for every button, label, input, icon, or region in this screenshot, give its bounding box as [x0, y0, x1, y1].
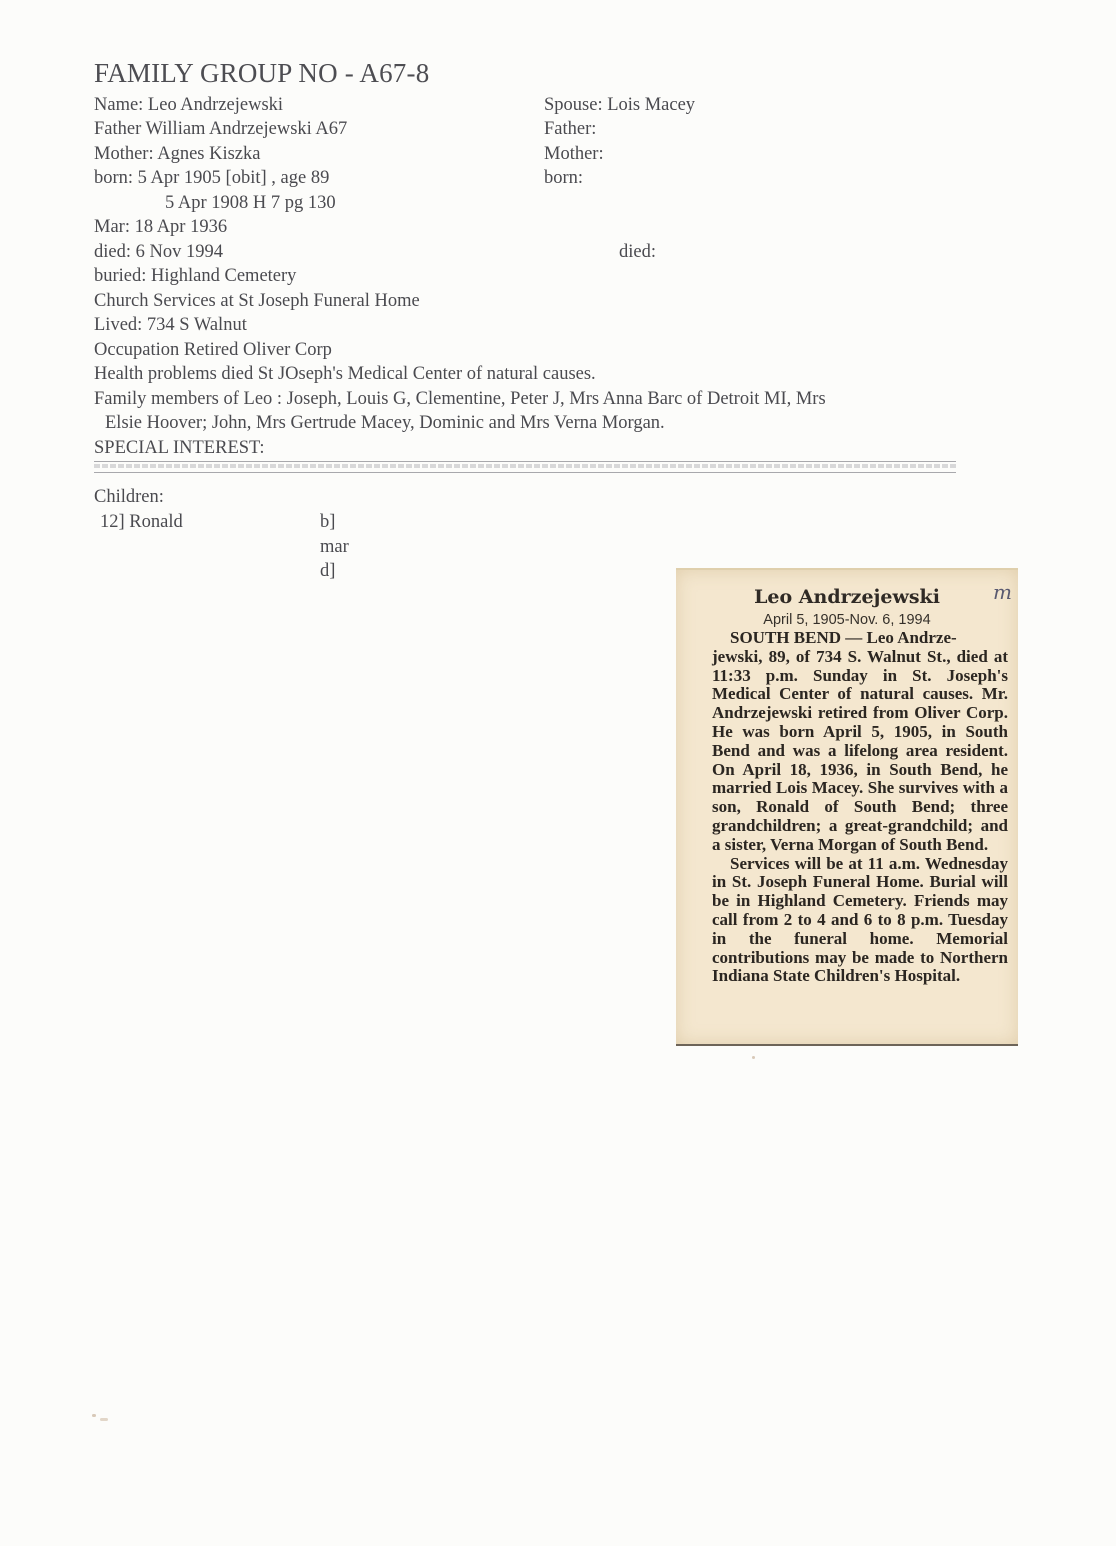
- scan-speck: [92, 1414, 96, 1417]
- father-field: Father William Andrzejewski A67: [94, 119, 348, 139]
- health-field: Health problems died St JOseph's Medical Center of natural causes.: [94, 364, 596, 384]
- obituary-paragraph-2: Services will be at 11 a.m. Wednesday in St. Joseph Funeral Home. Burial will be in Highland Cemetery. Friends may call from 2 to 4 and 6 to 8 p.m. Tuesday in the funeral home. Memorial contributions may be made to Northern Indiana State Children's Hospital.: [712, 853, 1008, 986]
- name-field: Name: Leo Andrzejewski: [94, 95, 284, 115]
- spouse-field: Spouse: Lois Macey: [544, 95, 696, 115]
- died-field: died: 6 Nov 1994: [94, 242, 223, 262]
- born-field: born: 5 Apr 1905 [obit] , age 89: [94, 168, 330, 188]
- obituary-paragraph-1: SOUTH BEND — Leo Andrze- jewski, 89, of 734 S. Walnut St., died at 11:33 p.m. Sunday in St. Joseph's Medical Center of natural causes. Mr. Andrzejewski retired from Oliver Corp. He was born April 5, 1905, in South Bend and was a lifelong area resident. On April 18, 1936, in South Bend, he married Lois Macey. She survives with a son, Ronald of South Bend; three grandchildren; a great-grandchild; and a sister, Verna Morgan of South Bend.: [712, 628, 1008, 854]
- child-died: d]: [320, 561, 336, 581]
- mother-field: Mother: Agnes Kiszka: [94, 144, 261, 164]
- church-field: Church Services at St Joseph Funeral Home: [94, 291, 420, 311]
- occupation-field: Occupation Retired Oliver Corp: [94, 340, 332, 360]
- family-members-line-2: Elsie Hoover; John, Mrs Gertrude Macey, Dominic and Mrs Verna Morgan.: [105, 413, 665, 433]
- section-divider: [94, 461, 956, 473]
- page-title: FAMILY GROUP NO - A67-8: [94, 58, 430, 88]
- obituary-dates: April 5, 1905-Nov. 6, 1994: [763, 612, 931, 628]
- child-born: b]: [320, 512, 336, 532]
- special-interest-field: SPECIAL INTEREST:: [94, 438, 265, 458]
- scan-speck: [100, 1418, 108, 1421]
- children-header: Children:: [94, 487, 164, 507]
- scan-speck: [752, 1056, 755, 1059]
- obituary-body: [712, 629, 1008, 986]
- spouse-died-field: died:: [619, 242, 656, 262]
- family-members-line-1: Family members of Leo : Joseph, Louis G, Clementine, Peter J, Mrs Anna Barc of Detroit MI, Mrs: [94, 389, 826, 409]
- spouse-father-field: Father:: [544, 119, 597, 139]
- born-alt-field: 5 Apr 1908 H 7 pg 130: [165, 193, 336, 213]
- marriage-field: Mar: 18 Apr 1936: [94, 217, 228, 237]
- child-name: 12] Ronald: [100, 512, 183, 532]
- spouse-mother-field: Mother:: [544, 144, 604, 164]
- buried-field: buried: Highland Cemetery: [94, 266, 297, 286]
- obituary-clipping: [676, 568, 1018, 1044]
- obituary-heading: Leo Andrzejewski: [754, 586, 940, 608]
- lived-field: Lived: 734 S Walnut: [94, 315, 247, 335]
- handwritten-mark: m: [993, 580, 1012, 604]
- child-marriage: mar: [320, 537, 349, 557]
- spouse-born-field: born:: [544, 168, 584, 188]
